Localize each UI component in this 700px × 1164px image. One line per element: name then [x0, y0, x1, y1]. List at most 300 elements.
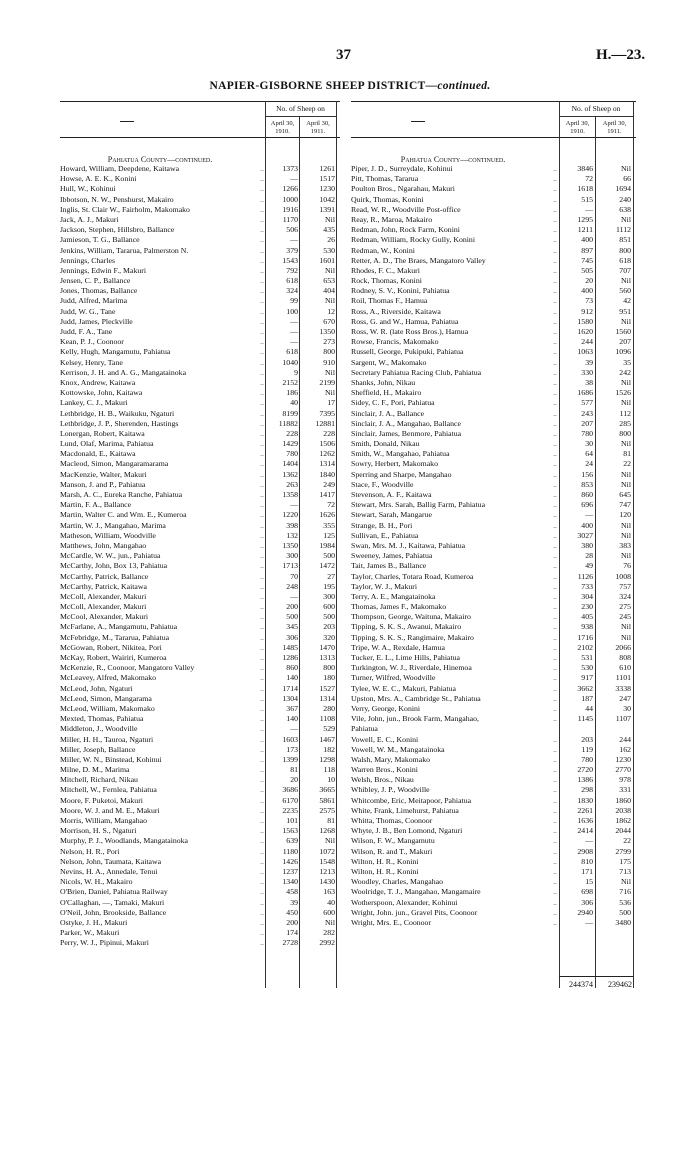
sheep-1910: 38 [585, 377, 593, 387]
sheep-1910: — [290, 174, 298, 184]
leader-dots: .. [260, 622, 264, 632]
sheep-1910: 696 [581, 500, 593, 510]
owner-name: Howard, William, Deepdene, Kaitawa [60, 164, 180, 173]
owner-name: Swan, Mrs. M. J., Kaitawa, Pahiatua [351, 540, 466, 550]
table-row [351, 398, 636, 408]
table-row [351, 684, 636, 694]
leader-dots: .. [260, 469, 264, 479]
owner-name: Ostyke, J. H., Makuri [60, 917, 128, 927]
table-row [351, 480, 636, 490]
table-row [60, 847, 340, 857]
sheep-1910: 99 [290, 296, 298, 306]
sheep-1911: Nil [621, 164, 631, 173]
owner-name: Lonergan, Robert, Kaitawa [60, 428, 145, 438]
table-row [60, 836, 340, 846]
table-row [351, 541, 636, 551]
sheep-1911: 240 [619, 194, 631, 204]
left-rows [60, 164, 340, 948]
owner-name: Milne, D. M., Marima [60, 765, 130, 775]
leader-dots: .. [553, 795, 557, 805]
sheep-1910: 506 [286, 225, 298, 235]
sheep-1911: 22 [623, 836, 631, 846]
sheep-1910: 200 [286, 602, 298, 612]
table-row [60, 337, 340, 347]
leader-dots: .. [260, 856, 264, 866]
leader-dots: .. [553, 887, 557, 897]
owner-name: O'Brien, Daniel, Pahiatua Railway [60, 887, 168, 897]
sheep-1911: 1862 [615, 816, 631, 825]
sheep-1911: 5861 [319, 795, 335, 805]
leader-dots: .. [553, 734, 557, 744]
year1-header: April 30, 1910. [565, 120, 590, 135]
leader-dots: .. [553, 561, 557, 571]
sheep-1910: 1145 [577, 714, 593, 724]
leader-dots: .. [553, 836, 557, 846]
table-row [351, 643, 636, 653]
table-row [351, 459, 636, 469]
leader-dots: .. [553, 510, 557, 520]
sheep-1910: 2235 [282, 805, 298, 815]
leader-dots: .. [553, 388, 557, 398]
sheep-1911: 324 [619, 591, 631, 601]
owner-name: Tripe, W. A., Rexdale, Hamua [351, 642, 445, 652]
leader-dots: .. [553, 428, 557, 438]
table-row [351, 490, 636, 500]
sheep-1911: 242 [619, 367, 631, 377]
owner-name: Inglis, St. Clair W., Fairholm, Makomako [60, 204, 190, 214]
table-row [60, 806, 340, 816]
leader-dots: .. [553, 540, 557, 550]
table-row [60, 327, 340, 337]
table-row [60, 480, 340, 490]
sheep-1911: 1840 [319, 469, 335, 479]
sheep-1911: Nil [621, 877, 631, 887]
sheep-1910: 379 [286, 245, 298, 255]
sheep-1910: 300 [286, 551, 298, 561]
table-row [60, 887, 340, 897]
owner-name: Whyte, J. B., Ben Lomond, Ngaturi [351, 826, 463, 836]
table-row [351, 307, 636, 317]
table-row [60, 908, 340, 918]
sheep-1910: 132 [286, 530, 298, 540]
leader-dots: .. [553, 907, 557, 917]
sheep-1911: 808 [619, 653, 631, 662]
table-row [60, 684, 340, 694]
table-row [351, 724, 636, 734]
sheep-1911: 500 [323, 551, 335, 561]
leader-dots: .. [553, 714, 557, 724]
sheep-1910: 15 [585, 877, 593, 887]
owner-name: Manson, J. and P., Pahiatua [60, 479, 146, 489]
owner-name: Verry, George, Konini [351, 703, 421, 713]
table-row [351, 796, 636, 806]
owner-name: Sowry, Herbert, Makomako [351, 459, 438, 469]
table-row [60, 521, 340, 531]
sheep-1911: 1314 [319, 459, 335, 469]
owner-name: Wotherspoon, Alexander, Kohinui [351, 897, 458, 907]
leader-dots: .. [553, 846, 557, 856]
sheep-1911: 800 [619, 428, 631, 438]
owner-name: Warren Bros., Konini [351, 765, 418, 775]
owner-name: McCardle, W. W., jun., Pahiatua [60, 551, 161, 561]
owner-name: Moore, W. J. and M. E., Makuri [60, 805, 160, 815]
sheep-1910: 1543 [282, 255, 298, 265]
sheep-1910: 230 [581, 602, 593, 612]
owner-name: White, Frank, Limehurst, Pahiatua [351, 805, 459, 815]
group-rule [265, 116, 336, 117]
owner-name: Turner, Wilfred, Woodville [351, 673, 436, 683]
table-row [351, 510, 636, 520]
owner-name: Macleod, Simon, Mangaramarama [60, 459, 169, 469]
sheep-1910: 1399 [282, 754, 298, 764]
table-row [351, 857, 636, 867]
leader-dots: .. [553, 622, 557, 632]
table-row [351, 358, 636, 368]
sheep-1910: — [290, 337, 298, 347]
owner-name: Redman, John, Rock Farm, Konini [351, 225, 460, 235]
sheep-1910: 1373 [282, 164, 298, 173]
sheep-1910: 405 [581, 612, 593, 622]
owner-name: Lethbridge, J. P., Sherenden, Hastings [60, 418, 179, 428]
owner-name: McLeod, John, Ngaturi [60, 683, 133, 693]
sheep-1910: 3027 [577, 530, 593, 540]
sheep-1911: Nil [621, 632, 631, 642]
sheep-1911: 249 [323, 479, 335, 489]
sheep-1911: 2199 [319, 377, 335, 387]
sheep-1911: 182 [323, 744, 335, 754]
sheep-1910: 380 [581, 540, 593, 550]
leader-dots: .. [260, 846, 264, 856]
leader-dots: .. [260, 571, 264, 581]
owner-name: McCool, Alexander, Makuri [60, 612, 149, 622]
owner-name: Wilson, R. and T., Makuri [351, 846, 433, 856]
sheep-1911: 12 [327, 306, 335, 316]
owner-name: Nicols, W. H., Makairo [60, 877, 133, 887]
owner-name: Lankey, C. J., Makuri [60, 398, 128, 408]
sheep-1911: 1417 [319, 490, 335, 499]
owner-name: Sinclair, J. A., Mangahao, Ballance [351, 418, 461, 428]
leader-dots: .. [553, 785, 557, 795]
owner-name: Ross, A., Riverside, Kaitawa [351, 306, 441, 316]
sheep-1911: 670 [323, 316, 335, 326]
sheep-1910: 917 [581, 673, 593, 683]
table-row [60, 531, 340, 541]
sheep-1911: 529 [323, 724, 335, 734]
sheep-1910: 618 [286, 276, 298, 286]
sheep-1910: 1429 [282, 439, 298, 449]
table-row [60, 235, 340, 245]
table-row [351, 449, 636, 459]
table-row [60, 714, 340, 724]
table-row [351, 429, 636, 439]
section-label: Pahiatua County—continued. [400, 155, 506, 164]
leader-dots: .. [260, 602, 264, 612]
sheep-1910: 1636 [577, 816, 593, 825]
leader-dots: .. [260, 316, 264, 326]
header-rule [351, 137, 636, 138]
sheep-1910: 618 [286, 347, 298, 357]
table-row [60, 755, 340, 765]
table-row [60, 633, 340, 643]
sheep-1910: 530 [581, 663, 593, 673]
table-row [60, 347, 340, 357]
leader-dots: .. [260, 928, 264, 938]
table-row [60, 735, 340, 745]
sheep-1910: 203 [581, 734, 593, 744]
sheep-1911: 2044 [615, 826, 631, 836]
sheep-1911: Nil [325, 367, 335, 377]
sheep-1911: 2992 [319, 938, 335, 948]
leader-dots: .. [553, 459, 557, 469]
sheep-1911: 707 [619, 265, 631, 275]
leader-dots: .. [260, 612, 264, 622]
total-1910: 244374 [569, 980, 593, 989]
table-row [60, 775, 340, 785]
sheep-1910: 458 [286, 887, 298, 897]
sheep-1910: — [290, 235, 298, 245]
leader-dots: .. [260, 388, 264, 398]
table-row [351, 347, 636, 357]
sheep-1910: 698 [581, 887, 593, 897]
owner-name: Thompson, George, Waituna, Makairo [351, 612, 471, 622]
sheep-1911: Nil [325, 917, 335, 927]
owner-name: Judd, James, Pleckville [60, 316, 133, 326]
table-row [60, 378, 340, 388]
sheep-1910: 119 [581, 744, 593, 754]
table-row [351, 317, 636, 327]
owner-name: McKenzie, R., Coonoor, Mangatoro Valley [60, 663, 195, 673]
leader-dots: .. [260, 194, 264, 204]
leader-dots: .. [553, 296, 557, 306]
sheep-1910: 9 [294, 367, 298, 377]
sheep-1911: 2066 [615, 642, 631, 652]
leader-dots: .. [260, 816, 264, 825]
sheep-1910: 2152 [282, 377, 298, 387]
sheep-1910: 174 [286, 928, 298, 938]
table-row [351, 847, 636, 857]
owner-name: Mexted, Thomas, Pahiatua [60, 714, 144, 724]
sheep-1911: 30 [623, 703, 631, 713]
year2-header: April 30, 1911. [602, 120, 627, 135]
table-row [351, 296, 636, 306]
table-row [351, 327, 636, 337]
sheep-1911: 1107 [615, 714, 631, 724]
table-row [351, 368, 636, 378]
sheep-1910: 780 [286, 449, 298, 459]
owner-name: Judd, Alfred, Marima [60, 296, 128, 306]
owner-name: McKay, Robert, Wairiri, Kumeroa [60, 653, 167, 662]
leader-dots: .. [260, 367, 264, 377]
table-row [351, 867, 636, 877]
name-col-header [411, 121, 425, 122]
sheep-1911: 638 [619, 204, 631, 214]
owner-name: Tipping, S. K. S., Awanui, Makairo [351, 622, 462, 632]
owner-name: Secretary Pahiatua Racing Club, Pahiatua [351, 367, 482, 377]
owner-name: Jenkins, William, Tararua, Palmerston N. [60, 245, 189, 255]
table-row [60, 205, 340, 215]
owner-name: Sargent, W., Makomako [351, 357, 427, 367]
sheep-1911: 40 [327, 897, 335, 907]
sheep-1910: 1170 [282, 214, 298, 224]
owner-name: Sweeney, James, Pahiatua [351, 551, 433, 561]
sheep-1911: Nil [621, 520, 631, 530]
leader-dots: .. [553, 174, 557, 184]
table-row [351, 755, 636, 765]
sheep-1911: 244 [619, 734, 631, 744]
leader-dots: .. [260, 724, 264, 734]
owner-name: Wilton, H. R., Konini [351, 856, 419, 866]
sheep-1910: 860 [581, 490, 593, 499]
leader-dots: .. [553, 184, 557, 194]
owner-name: Sullivan, E., Pahiatua [351, 530, 419, 540]
leader-dots: .. [260, 449, 264, 459]
owner-name: Strange, B. H., Pori [351, 520, 413, 530]
sheep-1910: 1126 [577, 571, 593, 581]
leader-dots: .. [260, 490, 264, 499]
leader-dots: .. [260, 653, 264, 662]
leader-dots: .. [260, 510, 264, 520]
owner-name: Kelsey, Henry, Tane [60, 357, 123, 367]
leader-dots: .. [260, 347, 264, 357]
sheep-1911: Nil [621, 214, 631, 224]
top-rule [60, 101, 340, 102]
sheep-1910: 1426 [282, 856, 298, 866]
sheep-1910: 1563 [282, 826, 298, 836]
sheep-1910: 8199 [282, 408, 298, 418]
leader-dots: .. [260, 836, 264, 846]
sheep-1910: — [290, 724, 298, 734]
year1-header: April 30, 1910. [270, 120, 295, 135]
owner-name: Terry, A. E., Mangatainoka [351, 591, 436, 601]
leader-dots: .. [260, 917, 264, 927]
sheep-1910: 101 [286, 816, 298, 825]
leader-dots: .. [260, 408, 264, 418]
sheep-1911: 180 [323, 673, 335, 683]
table-row [60, 215, 340, 225]
leader-dots: .. [260, 327, 264, 336]
sheep-1911: 1350 [319, 327, 335, 336]
owner-name: Redman, William, Rocky Gully, Konini [351, 235, 475, 245]
table-row [60, 541, 340, 551]
sheep-1910: 24 [585, 459, 593, 469]
table-row [60, 612, 340, 622]
sheep-1910: 298 [581, 785, 593, 795]
sheep-1910: 639 [286, 836, 298, 846]
sheep-1911: 747 [619, 500, 631, 510]
owner-name: Kelly, Hugh, Mangamutu, Pahiatua [60, 347, 171, 357]
sheep-1910: 938 [581, 622, 593, 632]
page-code: H.—23. [596, 47, 646, 63]
leader-dots: .. [260, 377, 264, 387]
leader-dots: .. [553, 327, 557, 336]
table-row [60, 296, 340, 306]
sheep-1911: 713 [619, 866, 631, 876]
sheep-1910: 1716 [577, 632, 593, 642]
table-row [351, 184, 636, 194]
owner-name: Walsh, Mary, Makomako [351, 754, 430, 764]
table-row [60, 164, 340, 174]
table-row [60, 602, 340, 612]
sheep-1911: Nil [621, 377, 631, 387]
table-row [60, 256, 340, 266]
sheep-1911: 1984 [319, 540, 335, 550]
leader-dots: .. [260, 775, 264, 785]
leader-dots: .. [553, 418, 557, 428]
sheep-1911: 435 [323, 225, 335, 235]
sheep-1911: 1430 [319, 877, 335, 887]
sheep-1910: 330 [581, 367, 593, 377]
sheep-1910: 398 [286, 520, 298, 530]
right-column [351, 101, 636, 991]
sheep-1911: Nil [621, 469, 631, 479]
sheep-1911: 163 [323, 887, 335, 897]
sheep-1910: — [585, 204, 593, 214]
sheep-1910: 49 [585, 561, 593, 571]
table-row [60, 195, 340, 205]
leader-dots: .. [260, 245, 264, 255]
owner-name: Murphy, P. J., Woodlands, Mangatainoka [60, 836, 189, 846]
sheep-1911: 1261 [319, 164, 335, 173]
sheep-1911: 300 [323, 591, 335, 601]
leader-dots: .. [260, 765, 264, 775]
sheep-1911: 2770 [615, 765, 631, 775]
sheep-1910: 1000 [282, 194, 298, 204]
table-row [60, 307, 340, 317]
owner-name: Upston, Mrs. A., Cambridge St., Pahiatua [351, 693, 481, 703]
sheep-1911: 2575 [319, 805, 335, 815]
sheep-1911: 207 [619, 337, 631, 347]
sheep-1911: 910 [323, 357, 335, 367]
sheep-1911: 282 [323, 928, 335, 938]
table-row [60, 796, 340, 806]
owner-name: Miller, Joseph, Ballance [60, 744, 136, 754]
table-row [60, 409, 340, 419]
leader-dots: .. [553, 367, 557, 377]
owner-name: Jones, Thomas, Ballance [60, 286, 138, 296]
table-row [351, 388, 636, 398]
table-row [60, 398, 340, 408]
sheep-1910: 897 [581, 245, 593, 255]
sheep-1910: 733 [581, 581, 593, 591]
owner-name: Miller, W. N., Binstead, Kohinui [60, 754, 162, 764]
sheep-1910: 1340 [282, 877, 298, 887]
leader-dots: .. [553, 235, 557, 245]
owner-name: Mitchell, Richard, Nikau [60, 775, 138, 785]
sheep-1911: 331 [619, 785, 631, 795]
sheep-1911: 1526 [615, 388, 631, 398]
sheep-1911: 978 [619, 775, 631, 785]
leader-dots: .. [260, 632, 264, 642]
sheep-1910: 2261 [577, 805, 593, 815]
sheep-1910: 140 [286, 714, 298, 724]
owner-name: Tait, James B., Ballance [351, 561, 427, 571]
table-row [351, 409, 636, 419]
sheep-1910: — [290, 591, 298, 601]
table-row [60, 572, 340, 582]
sheep-1910: 248 [286, 581, 298, 591]
name-col-header [120, 121, 134, 122]
sheep-1911: 275 [619, 602, 631, 612]
leader-dots: .. [260, 551, 264, 561]
sheep-1911: 530 [323, 245, 335, 255]
leader-dots: .. [553, 204, 557, 214]
sheep-1911: 1560 [615, 327, 631, 336]
owner-name: Ibbotson, N. W., Penshurst, Makairo [60, 194, 174, 204]
leader-dots: .. [553, 479, 557, 489]
sheep-1910: 745 [581, 255, 593, 265]
table-row [351, 205, 636, 215]
sheep-1910: 2908 [577, 846, 593, 856]
